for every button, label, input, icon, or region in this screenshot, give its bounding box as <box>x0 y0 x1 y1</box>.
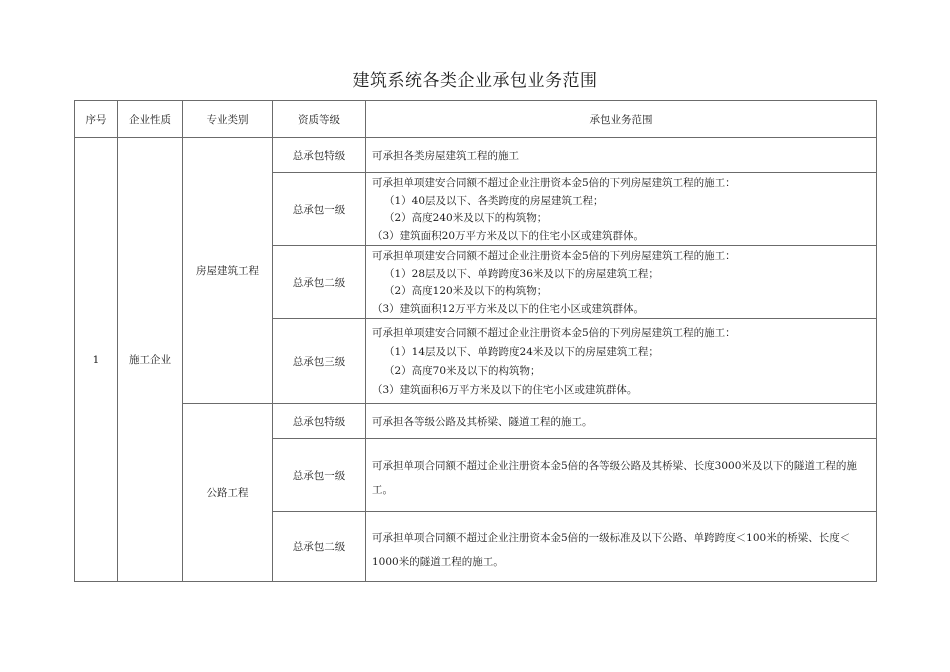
cell-grade: 总承包一级 <box>273 439 366 512</box>
header-category: 专业类别 <box>183 101 273 138</box>
cell-scope <box>366 404 877 439</box>
scope-line: 可承担单项合同额不超过企业注册资本金5倍的一级标准及以下公路、单跨跨度＜100米的桥梁、长度＜1000米的隧道工程的施工。 <box>372 531 851 568</box>
cell-scope <box>366 319 877 404</box>
page-title: 建筑系统各类企业承包业务范围 <box>352 71 598 91</box>
cell-grade: 总承包特级 <box>273 138 366 173</box>
cell-grade: 总承包二级 <box>273 512 366 582</box>
cell-seq: 1 <box>75 138 118 582</box>
cell-category-building: 房屋建筑工程 <box>183 138 273 404</box>
scope-line: （2）高度120米及以下的构筑物； <box>384 285 548 297</box>
scope-line: 可承担各类房屋建筑工程的施工 <box>372 150 519 162</box>
header-scope: 承包业务范围 <box>366 101 877 138</box>
header-nature: 企业性质 <box>118 101 183 138</box>
cell-grade: 总承包三级 <box>273 319 366 404</box>
cell-category-highway: 公路工程 <box>183 404 273 582</box>
table-row <box>75 404 877 439</box>
cell-grade: 总承包二级 <box>273 246 366 319</box>
scope-line: （3）建筑面积12万平方米及以下的住宅小区或建筑群体。 <box>372 302 645 315</box>
scope-line: 可承担各等级公路及其桥梁、隧道工程的施工。 <box>372 416 593 428</box>
header-row <box>75 101 877 138</box>
scope-line: 可承担单项建安合同额不超过企业注册资本金5倍的下列房屋建筑工程的施工： <box>372 327 736 339</box>
scope-line: 可承担单项建安合同额不超过企业注册资本金5倍的下列房屋建筑工程的施工： <box>372 250 736 262</box>
cell-scope <box>366 173 877 246</box>
scope-line: （1）14层及以下、单跨跨度24米及以下的房屋建筑工程； <box>384 346 659 358</box>
cell-scope <box>366 246 877 319</box>
cell-scope <box>366 138 877 173</box>
scope-line: （2）高度70米及以下的构筑物； <box>384 365 541 377</box>
header-grade: 资质等级 <box>273 101 366 138</box>
scope-line: （3）建筑面积20万平方米及以下的住宅小区或建筑群体。 <box>372 229 645 242</box>
scope-line: （1）40层及以下、各类跨度的房屋建筑工程； <box>384 194 604 207</box>
cell-scope <box>366 512 877 582</box>
cell-grade: 总承包一级 <box>273 173 366 246</box>
cell-scope <box>366 439 877 512</box>
table-row <box>75 138 877 173</box>
scope-line: 可承担单项建安合同额不超过企业注册资本金5倍的下列房屋建筑工程的施工： <box>372 177 736 189</box>
header-seq: 序号 <box>75 101 118 138</box>
scope-line: （3）建筑面积6万平方米及以下的住宅小区或建筑群体。 <box>372 384 638 396</box>
cell-grade: 总承包特级 <box>273 404 366 439</box>
scope-line: 可承担单项合同额不超过企业注册资本金5倍的各等级公路及其桥梁、长度3000米及以下的隧道工程的施工。 <box>372 460 857 496</box>
scope-table <box>74 100 877 582</box>
scope-line: （1）28层及以下、单跨跨度36米及以下的房屋建筑工程； <box>384 267 659 280</box>
scope-line: （2）高度240米及以下的构筑物； <box>384 212 548 224</box>
cell-nature: 施工企业 <box>118 138 183 582</box>
